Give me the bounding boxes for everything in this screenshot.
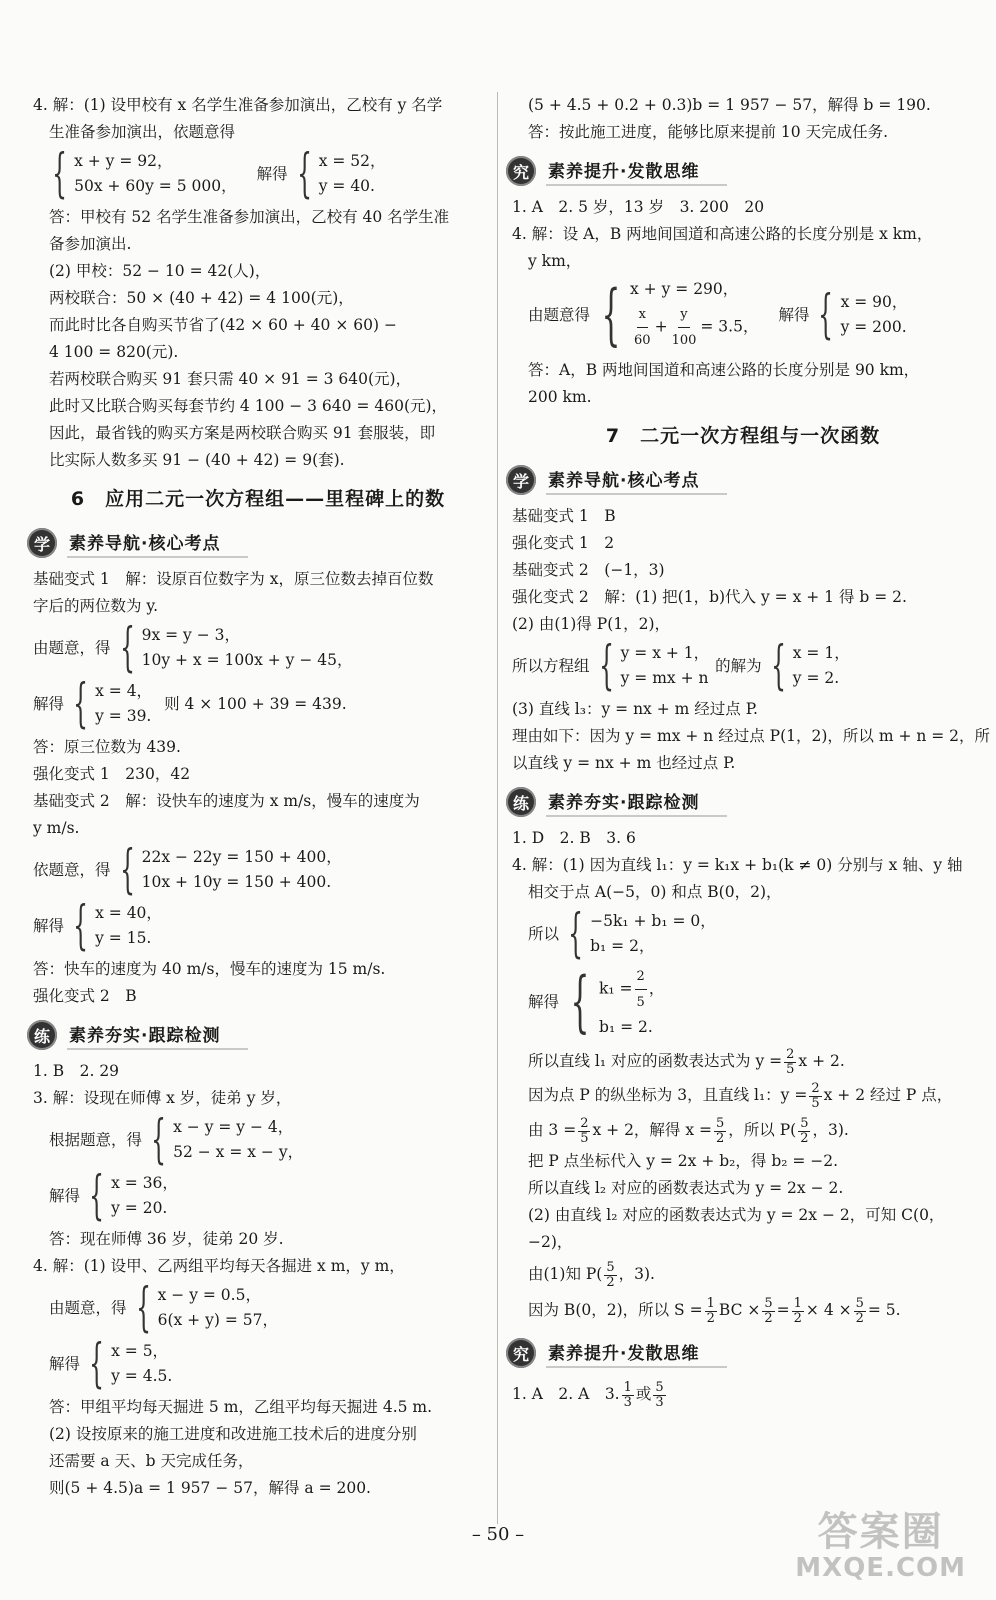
text: 解得	[256, 165, 288, 183]
text-line: 所以直线 l₂ 对应的函数表达式为 y = 2x − 2.	[528, 1179, 844, 1197]
banner-title: 素养提升·发散思维	[546, 1339, 727, 1368]
watermark-logo	[795, 1510, 966, 1582]
fraction: $\frac{x}{60}$	[632, 302, 653, 353]
equation-solution	[33, 674, 483, 734]
text-line: 还需要 a 天、b 天完成任务，	[49, 1452, 254, 1470]
equation: x + y = 92，	[74, 152, 173, 170]
equation: x = 52，	[318, 152, 386, 170]
equation: x = 1，	[792, 644, 850, 662]
equation-system	[512, 277, 974, 353]
section-banner	[27, 526, 483, 560]
text-line: 1. A 2. A 3. $\frac{1}{3}$ 或 $\frac{5}{3}$	[512, 1379, 664, 1410]
text: 根据题意，得	[49, 1131, 143, 1149]
equation: y = mx + n	[620, 669, 709, 687]
equation: 10x + 10y = 150 + 400.	[141, 873, 332, 891]
equation-solution	[33, 896, 483, 956]
core-practice-block	[512, 503, 991, 777]
equation-solution	[33, 1166, 483, 1226]
equation-system	[33, 1110, 483, 1170]
brace: {	[568, 904, 584, 964]
brace: {	[570, 963, 590, 1040]
fraction: $\frac{1}{2}$	[793, 1295, 802, 1326]
text-line: 答：甲组平均每天掘进 5 m，乙组平均每天掘进 4.5 m.	[49, 1398, 433, 1416]
equation-system	[33, 618, 483, 678]
brace: {	[119, 840, 135, 900]
tracking-test-block	[512, 825, 974, 1328]
text-line: 答：A，B 两地间国道和高速公路的长度分别是 90 km，	[528, 361, 920, 379]
badge-icon: 学	[506, 465, 536, 495]
page-number: – 50 –	[471, 1524, 525, 1545]
text-line: −2)，	[528, 1233, 573, 1251]
text-line: 答：按此施工进度，能够比原来提前 10 天完成任务.	[528, 123, 889, 141]
divergent-thinking-block	[512, 194, 974, 411]
fraction: $\frac{5}{2}$	[764, 1295, 773, 1326]
text-line: 4. 解：(1) 设甲校有 x 名学生准备参加演出，乙校有 y 名学	[33, 96, 443, 114]
section-banner	[506, 785, 974, 819]
equation: x = 90，	[840, 293, 908, 311]
text: 由题意得	[528, 306, 591, 324]
equation: k₁ = $\frac{2}{5}$ ，	[599, 964, 664, 1015]
text-line: 3. 解：设现在师傅 x 岁，徒弟 y 岁，	[33, 1089, 292, 1107]
text-line: 答：快车的速度为 40 m/s，慢车的速度为 15 m/s.	[33, 960, 386, 978]
equation: y = x + 1，	[620, 644, 710, 662]
text-line: y km，	[528, 252, 582, 270]
text-line: (2) 设按原来的施工进度和改进施工技术后的进度分别	[49, 1425, 417, 1443]
text-line: 强化变式 1 230，42	[33, 765, 191, 783]
text-line: 基础变式 1 B	[512, 507, 616, 525]
brace: {	[818, 285, 834, 345]
equation: x − y = 0.5，	[157, 1286, 261, 1304]
fraction: $\frac{5}{2}$	[855, 1295, 864, 1326]
equation: $\frac{x}{60}$ + $\frac{y}{100}$ = 3.5，	[630, 302, 758, 353]
equation: b₁ = 2.	[599, 1018, 653, 1036]
equation: y = 2.	[792, 669, 840, 687]
brace: {	[598, 636, 614, 696]
text-line: 基础变式 1 解：设原百位数字为 x，原三位数去掉百位数	[33, 570, 434, 588]
text-line: 因为点 P 的纵坐标为 3，且直线 l₁：y = $\frac{2}{5}$ x + 2 经过 P 点，	[528, 1080, 953, 1111]
section-title: 6 应用二元一次方程组——里程碑上的数	[70, 488, 446, 510]
text-line: 200 km.	[528, 388, 592, 406]
fraction: $\frac{1}{2}$	[706, 1295, 715, 1326]
text-line: 比实际人数多买 91 − (40 + 42) = 9(套).	[49, 451, 345, 469]
column-divider	[497, 92, 498, 1524]
text-line: 若两校联合购买 91 套只需 40 × 91 = 3 640(元)，	[49, 370, 412, 388]
equation: 10y + x = 100x + y − 45，	[141, 651, 353, 669]
text-line: 则(5 + 4.5)a = 1 957 − 57，解得 a = 200.	[49, 1479, 371, 1497]
section-banner	[506, 1336, 974, 1370]
brace: {	[73, 896, 89, 956]
text-line: 生准备参加演出，依题意得	[49, 123, 236, 141]
text-line: 4. 解：设 A，B 两地间国道和高速公路的长度分别是 x km，	[512, 225, 933, 243]
fraction: $\frac{2}{5}$	[786, 1046, 795, 1077]
section-banner	[27, 1018, 483, 1052]
badge-icon: 究	[506, 1338, 536, 1368]
text-line: 强化变式 1 2	[512, 534, 615, 552]
equation: 22x − 22y = 150 + 400，	[141, 848, 342, 866]
equation: y = 15.	[95, 929, 152, 947]
equation: y = 20.	[111, 1199, 168, 1217]
text-line: 由(1)知 P( $\frac{5}{2}$ ，3).	[528, 1259, 655, 1290]
brace: {	[296, 144, 312, 204]
text-line: 强化变式 2 B	[33, 987, 137, 1005]
brace: {	[601, 276, 621, 353]
equation: x + y = 290，	[630, 280, 739, 298]
banner-title: 素养夯实·跟踪检测	[546, 788, 727, 817]
equation-system	[33, 1278, 483, 1338]
banner-title: 素养夯实·跟踪检测	[67, 1021, 248, 1050]
banner-title: 素养导航·核心考点	[546, 466, 727, 495]
text: 解得	[528, 993, 560, 1011]
text-line: 1. B 2. 29	[33, 1062, 120, 1080]
left-column	[33, 92, 483, 1502]
text: 所以方程组	[512, 657, 590, 675]
section-title: 7 二元一次方程组与一次函数	[605, 425, 881, 447]
badge-icon: 学	[27, 528, 57, 558]
equation: y = 200.	[840, 318, 907, 336]
text-line: 因为 B(0，2)，所以 S = $\frac{1}{2}$ BC × $\frac{5}{2}$ = $\frac{1}{2}$ × 4 × $\frac{5}{2}$ = 5.	[528, 1295, 901, 1326]
watermark-text: 答案圈	[817, 1509, 944, 1555]
brace: {	[73, 674, 89, 734]
text-line: 两校联合：50 × (40 + 42) = 4 100(元)，	[49, 289, 354, 307]
text-line: 1. D 2. B 3. 6	[512, 829, 636, 847]
text-line: 因此，最省钱的购买方案是两校联合购买 91 套服装，即	[49, 424, 436, 442]
brace: {	[770, 636, 786, 696]
text-line: 答：甲校有 52 名学生准备参加演出，乙校有 40 名学生准	[49, 208, 450, 226]
text: 解得	[33, 917, 65, 935]
text-line: (2) 甲校：52 − 10 = 42(人)，	[49, 262, 271, 280]
text: 解得	[33, 695, 65, 713]
text-line: 4 100 = 820(元).	[49, 343, 179, 361]
text-line: 以直线 y = nx + m 也经过点 P.	[512, 754, 736, 772]
text-line: 答：现在师傅 36 岁，徒弟 20 岁.	[49, 1230, 284, 1248]
equation: x = 36，	[111, 1174, 178, 1192]
text: 的解为	[715, 657, 762, 675]
text-line: 由 3 = $\frac{2}{5}$ x + 2，解得 x = $\frac{5}{2}$ ，所以 P( $\frac{5}{2}$ ，3).	[528, 1115, 849, 1146]
equation: 9x = y − 3，	[141, 626, 241, 644]
fraction: $\frac{5}{2}$	[606, 1259, 615, 1290]
badge-icon: 练	[27, 1020, 57, 1050]
equation: y = 39.	[95, 707, 152, 725]
equation: x = 4，	[95, 682, 153, 700]
text-line: 备参加演出.	[49, 235, 132, 253]
fraction: $\frac{2}{5}$	[811, 1080, 820, 1111]
text-line: 把 P 点坐标代入 y = 2x + b₂，得 b₂ = −2.	[528, 1152, 839, 1170]
brace: {	[151, 1110, 167, 1170]
equation: y = 40.	[318, 177, 375, 195]
text: 解得	[49, 1355, 81, 1373]
equation-system	[512, 904, 974, 964]
text-line: 强化变式 2 解：(1) 把(1，b)代入 y = x + 1 得 b = 2.	[512, 588, 907, 606]
tracking-test-block	[33, 1058, 483, 1502]
badge-icon: 练	[506, 787, 536, 817]
text-line: 理由如下：因为 y = mx + n 经过点 P(1，2)，所以 m + n = 2，所	[512, 727, 991, 745]
equation: x − y = y − 4，	[173, 1118, 294, 1136]
equation-system	[33, 840, 483, 900]
equation-solution	[512, 964, 974, 1040]
fraction: $\frac{2}{5}$	[635, 964, 647, 1015]
fraction: $\frac{5}{2}$	[800, 1115, 809, 1146]
text-line: 而此时比各自购买节省了(42 × 60 + 40 × 60) −	[49, 316, 397, 334]
text: 则 4 × 100 + 39 = 439.	[164, 695, 347, 713]
text: 由题意，得	[49, 1299, 127, 1317]
banner-title: 素养提升·发散思维	[546, 157, 727, 186]
text-line: 答：原三位数为 439.	[33, 738, 181, 756]
text-line: 相交于点 A(−5，0) 和点 B(0，2)，	[528, 883, 782, 901]
text-line: y m/s.	[33, 819, 80, 837]
text-line: (2) 由(1)得 P(1，2)，	[512, 615, 671, 633]
text-line: (2) 由直线 l₂ 对应的函数表达式为 y = 2x − 2，可知 C(0，	[528, 1206, 945, 1224]
badge-icon: 究	[506, 156, 536, 186]
text-line: 1. A 2. 5 岁，13 岁 3. 200 20	[512, 198, 765, 216]
equation-solution	[33, 1334, 483, 1394]
text: 解得	[49, 1187, 81, 1205]
brace: {	[89, 1334, 105, 1394]
brace: {	[52, 144, 67, 204]
text-line: (3) 直线 l₃：y = nx + m 经过点 P.	[512, 700, 758, 718]
right-column	[512, 92, 991, 1412]
equation: x = 40，	[95, 904, 162, 922]
text-line: (5 + 4.5 + 0.2 + 0.3)b = 1 957 − 57，解得 b = 190.	[528, 96, 931, 114]
text-line: 4. 解：(1) 设甲、乙两组平均每天各掘进 x m，y m，	[33, 1257, 405, 1275]
text-line: 基础变式 2 解：设快车的速度为 x m/s，慢车的速度为	[33, 792, 420, 810]
problem-4-solution	[33, 92, 483, 474]
text: 依题意，得	[33, 861, 111, 879]
fraction: $\frac{y}{100}$	[670, 302, 699, 353]
section-banner	[506, 463, 974, 497]
text-line: 此时又比联合购买每套节约 4 100 − 3 640 = 460(元)，	[49, 397, 448, 415]
equation: −5k₁ + b₁ = 0，	[590, 912, 716, 930]
fraction: $\frac{2}{5}$	[580, 1115, 589, 1146]
core-practice-block	[33, 566, 483, 1010]
text: 解得	[778, 306, 810, 324]
fraction: $\frac{5}{3}$	[655, 1379, 664, 1410]
brace: {	[135, 1278, 151, 1338]
section-banner	[506, 154, 974, 188]
banner-title: 素养导航·核心考点	[67, 529, 248, 558]
equation: 52 − x = x − y，	[173, 1143, 304, 1161]
text-line: 字后的两位数为 y.	[33, 597, 159, 615]
equation: y = 4.5.	[111, 1367, 173, 1385]
brace: {	[119, 618, 135, 678]
watermark-url: MXQE.COM	[795, 1553, 966, 1583]
text-line: 4. 解：(1) 因为直线 l₁：y = k₁x + b₁(k ≠ 0) 分别与 x 轴、y 轴	[512, 856, 963, 874]
equation-system	[512, 636, 974, 696]
equation: 6(x + y) = 57，	[157, 1311, 278, 1329]
equation: x = 5，	[111, 1342, 169, 1360]
equation: 50x + 60y = 5 000，	[74, 177, 237, 195]
equation: b₁ = 2，	[590, 937, 655, 955]
text: 由题意，得	[33, 639, 111, 657]
fraction: $\frac{5}{2}$	[716, 1115, 725, 1146]
text-line: 所以直线 l₁ 对应的函数表达式为 y = $\frac{2}{5}$ x + 2.	[528, 1046, 845, 1077]
equation-system	[33, 144, 483, 204]
text-line: 基础变式 2 (−1，3)	[512, 561, 665, 579]
text: 所以	[528, 925, 560, 943]
fraction: $\frac{1}{3}$	[623, 1379, 632, 1410]
brace: {	[89, 1166, 105, 1226]
